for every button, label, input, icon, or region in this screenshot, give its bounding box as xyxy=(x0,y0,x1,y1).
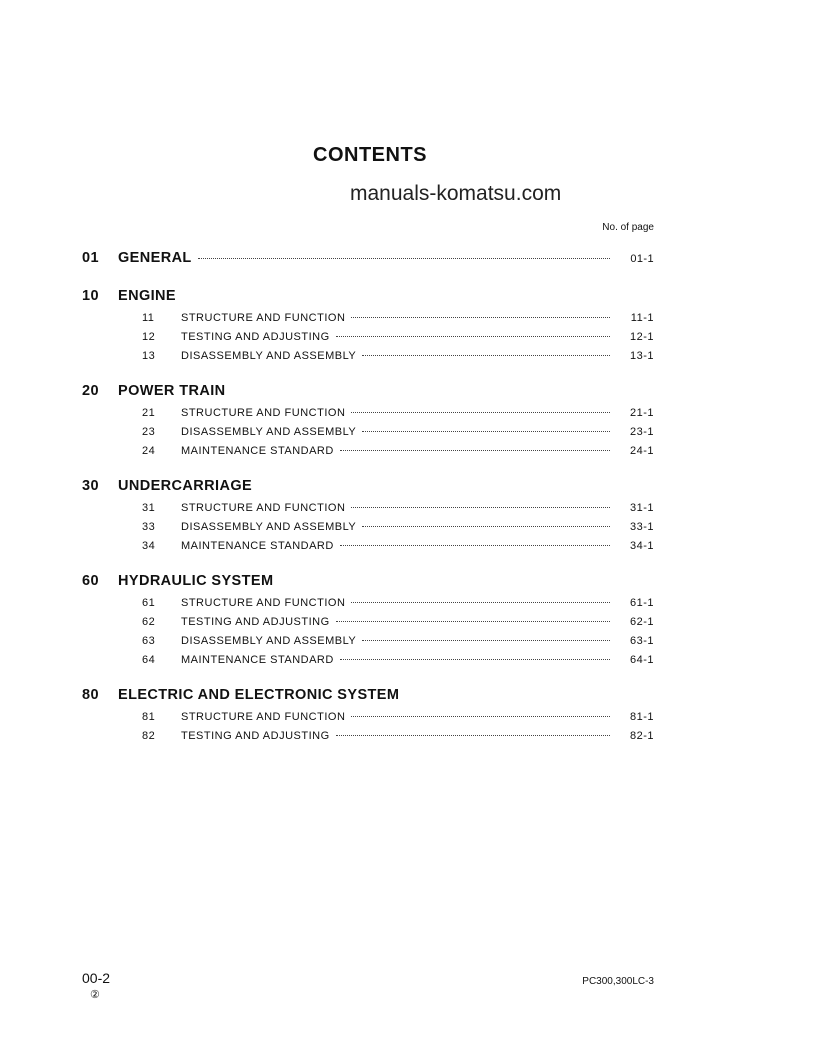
entry-title: STRUCTURE AND FUNCTION xyxy=(181,502,346,514)
toc-entry-row xyxy=(82,616,654,635)
entry-page-number: 63-1 xyxy=(629,635,654,647)
entry-title: TESTING AND ADJUSTING xyxy=(181,616,330,628)
toc-entry-row xyxy=(82,331,654,350)
dot-leader xyxy=(362,431,610,432)
entry-number: 13 xyxy=(142,350,156,362)
entry-number: 12 xyxy=(142,331,156,343)
toc-entry-row xyxy=(82,502,654,521)
dot-leader xyxy=(340,450,610,451)
entry-title: DISASSEMBLY AND ASSEMBLY xyxy=(181,521,357,533)
entry-number: 64 xyxy=(142,654,156,666)
entry-title: STRUCTURE AND FUNCTION xyxy=(181,407,346,419)
entry-title: DISASSEMBLY AND ASSEMBLY xyxy=(181,635,357,647)
entry-page-number: 21-1 xyxy=(629,407,654,419)
entry-number: 21 xyxy=(142,407,156,419)
dot-leader xyxy=(336,336,610,337)
toc-entry-row xyxy=(82,426,654,445)
entry-number: 82 xyxy=(142,730,156,742)
section-page-number: 01-1 xyxy=(630,253,654,265)
toc-section xyxy=(82,573,654,673)
section-heading-row xyxy=(82,250,654,274)
entry-number: 23 xyxy=(142,426,156,438)
entry-number: 81 xyxy=(142,711,156,723)
toc-section xyxy=(82,687,654,749)
entry-number: 61 xyxy=(142,597,156,609)
entry-page-number: 61-1 xyxy=(629,597,654,609)
entry-page-number: 34-1 xyxy=(629,540,654,552)
section-number: 60 xyxy=(82,573,99,589)
entry-title: STRUCTURE AND FUNCTION xyxy=(181,597,346,609)
entry-page-number: 23-1 xyxy=(629,426,654,438)
section-number: 01 xyxy=(82,250,99,266)
dot-leader xyxy=(340,659,610,660)
toc-entry-row xyxy=(82,445,654,464)
section-number: 10 xyxy=(82,288,99,304)
toc-entry-row xyxy=(82,597,654,616)
table-of-contents xyxy=(82,250,654,763)
watermark-text: manuals-komatsu.com xyxy=(350,182,562,205)
dot-leader xyxy=(351,412,610,413)
entry-title: MAINTENANCE STANDARD xyxy=(181,654,334,666)
dot-leader xyxy=(336,621,610,622)
entry-number: 11 xyxy=(142,312,155,324)
entry-page-number: 24-1 xyxy=(629,445,654,457)
entry-number: 34 xyxy=(142,540,156,552)
section-heading-row xyxy=(82,687,654,711)
toc-section xyxy=(82,383,654,464)
entry-number: 31 xyxy=(142,502,156,514)
page-column-label: No. of page xyxy=(602,222,654,233)
dot-leader xyxy=(198,258,610,259)
entry-page-number: 13-1 xyxy=(629,350,654,362)
section-title: GENERAL xyxy=(118,250,192,266)
toc-entry-row xyxy=(82,312,654,331)
footer-revision-mark: ② xyxy=(90,989,100,1001)
toc-entry-row xyxy=(82,350,654,369)
entry-title: MAINTENANCE STANDARD xyxy=(181,540,334,552)
entry-title: STRUCTURE AND FUNCTION xyxy=(181,312,346,324)
entry-title: TESTING AND ADJUSTING xyxy=(181,730,330,742)
toc-entry-row xyxy=(82,730,654,749)
dot-leader xyxy=(362,526,610,527)
entry-number: 24 xyxy=(142,445,156,457)
dot-leader xyxy=(351,317,610,318)
section-title: UNDERCARRIAGE xyxy=(118,478,253,494)
section-heading-row xyxy=(82,288,654,312)
section-title: POWER TRAIN xyxy=(118,383,226,399)
entry-title: TESTING AND ADJUSTING xyxy=(181,331,330,343)
entry-page-number: 33-1 xyxy=(629,521,654,533)
entry-title: MAINTENANCE STANDARD xyxy=(181,445,334,457)
entry-page-number: 64-1 xyxy=(629,654,654,666)
dot-leader xyxy=(362,355,610,356)
page-title: CONTENTS xyxy=(313,144,427,166)
entry-page-number: 12-1 xyxy=(629,331,654,343)
dot-leader xyxy=(340,545,610,546)
toc-entry-row xyxy=(82,407,654,426)
section-number: 20 xyxy=(82,383,99,399)
entry-page-number: 31-1 xyxy=(629,502,654,514)
toc-section xyxy=(82,250,654,274)
section-number: 30 xyxy=(82,478,99,494)
toc-entry-row xyxy=(82,654,654,673)
entry-title: STRUCTURE AND FUNCTION xyxy=(181,711,346,723)
toc-entry-row xyxy=(82,635,654,654)
dot-leader xyxy=(362,640,610,641)
entry-title: DISASSEMBLY AND ASSEMBLY xyxy=(181,426,357,438)
section-heading-row xyxy=(82,478,654,502)
toc-entry-row xyxy=(82,521,654,540)
entry-page-number: 81-1 xyxy=(629,711,654,723)
section-title: ENGINE xyxy=(118,288,176,304)
entry-number: 63 xyxy=(142,635,156,647)
dot-leader xyxy=(351,507,610,508)
section-heading-row xyxy=(82,573,654,597)
entry-number: 62 xyxy=(142,616,156,628)
dot-leader xyxy=(351,716,610,717)
footer-page-number: 00-2 xyxy=(82,970,111,986)
entry-title: DISASSEMBLY AND ASSEMBLY xyxy=(181,350,357,362)
dot-leader xyxy=(336,735,610,736)
section-title: ELECTRIC AND ELECTRONIC SYSTEM xyxy=(118,687,400,703)
section-number: 80 xyxy=(82,687,99,703)
toc-entry-row xyxy=(82,711,654,730)
toc-section xyxy=(82,478,654,559)
toc-entry-row xyxy=(82,540,654,559)
section-title: HYDRAULIC SYSTEM xyxy=(118,573,274,589)
toc-section xyxy=(82,288,654,369)
footer-model: PC300,300LC-3 xyxy=(582,976,654,987)
entry-page-number: 62-1 xyxy=(629,616,654,628)
entry-page-number: 11-1 xyxy=(630,312,654,324)
section-heading-row xyxy=(82,383,654,407)
entry-number: 33 xyxy=(142,521,156,533)
dot-leader xyxy=(351,602,610,603)
entry-page-number: 82-1 xyxy=(629,730,654,742)
